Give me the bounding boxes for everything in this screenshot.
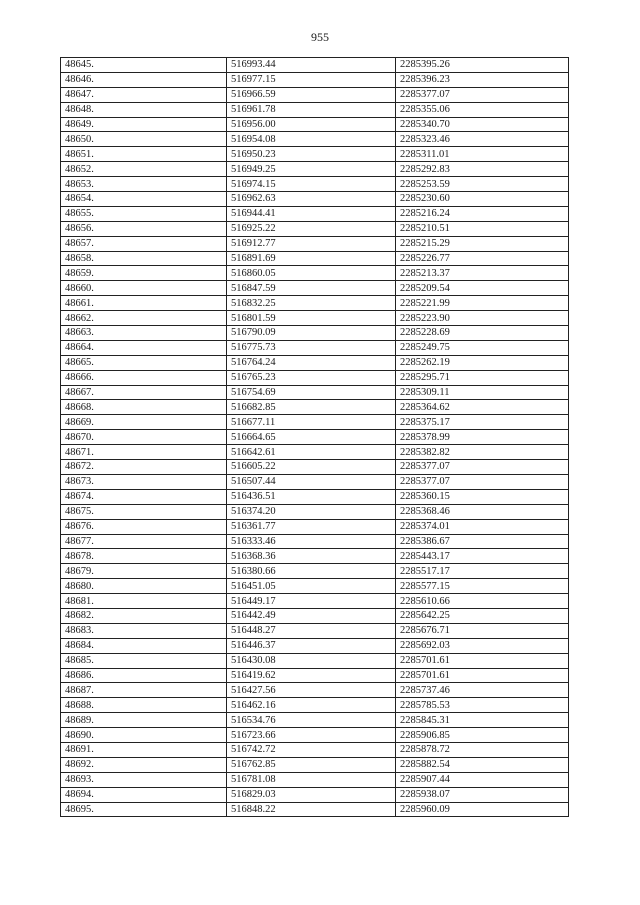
point-number-cell: 48683. <box>61 623 227 638</box>
y-coordinate-cell: 2285292.83 <box>396 162 569 177</box>
table-row <box>61 713 569 728</box>
table-row <box>61 415 569 430</box>
table-row <box>61 594 569 609</box>
point-number-cell: 48656. <box>61 221 227 236</box>
table-row <box>61 192 569 207</box>
y-coordinate-cell: 2285701.61 <box>396 653 569 668</box>
table-row <box>61 355 569 370</box>
point-number-cell: 48682. <box>61 608 227 623</box>
point-number-cell: 48674. <box>61 489 227 504</box>
table-row <box>61 58 569 73</box>
table-row <box>61 742 569 757</box>
point-number-cell: 48694. <box>61 787 227 802</box>
x-coordinate-cell: 516419.62 <box>227 668 396 683</box>
x-coordinate-cell: 516801.59 <box>227 311 396 326</box>
x-coordinate-cell: 516966.59 <box>227 87 396 102</box>
table-row <box>61 326 569 341</box>
y-coordinate-cell: 2285230.60 <box>396 192 569 207</box>
point-number-cell: 48675. <box>61 504 227 519</box>
y-coordinate-cell: 2285906.85 <box>396 728 569 743</box>
point-number-cell: 48684. <box>61 638 227 653</box>
point-number-cell: 48665. <box>61 355 227 370</box>
point-number-cell: 48652. <box>61 162 227 177</box>
x-coordinate-cell: 516677.11 <box>227 415 396 430</box>
table-row <box>61 787 569 802</box>
table-row <box>61 117 569 132</box>
x-coordinate-cell: 516912.77 <box>227 236 396 251</box>
table-row <box>61 177 569 192</box>
x-coordinate-cell: 516848.22 <box>227 802 396 817</box>
x-coordinate-cell: 516847.59 <box>227 281 396 296</box>
y-coordinate-cell: 2285642.25 <box>396 608 569 623</box>
point-number-cell: 48668. <box>61 400 227 415</box>
point-number-cell: 48695. <box>61 802 227 817</box>
point-number-cell: 48679. <box>61 564 227 579</box>
y-coordinate-cell: 2285692.03 <box>396 638 569 653</box>
point-number-cell: 48672. <box>61 460 227 475</box>
x-coordinate-cell: 516781.08 <box>227 772 396 787</box>
y-coordinate-cell: 2285309.11 <box>396 385 569 400</box>
page-number: 955 <box>311 30 329 44</box>
point-number-cell: 48647. <box>61 87 227 102</box>
point-number-cell: 48655. <box>61 206 227 221</box>
x-coordinate-cell: 516860.05 <box>227 266 396 281</box>
x-coordinate-cell: 516961.78 <box>227 102 396 117</box>
y-coordinate-cell: 2285737.46 <box>396 683 569 698</box>
x-coordinate-cell: 516333.46 <box>227 534 396 549</box>
point-number-cell: 48678. <box>61 549 227 564</box>
x-coordinate-cell: 516993.44 <box>227 58 396 73</box>
table-row <box>61 638 569 653</box>
point-number-cell: 48661. <box>61 296 227 311</box>
table-row <box>61 608 569 623</box>
x-coordinate-cell: 516430.08 <box>227 653 396 668</box>
point-number-cell: 48686. <box>61 668 227 683</box>
y-coordinate-cell: 2285374.01 <box>396 519 569 534</box>
table-row <box>61 102 569 117</box>
point-number-cell: 48651. <box>61 147 227 162</box>
point-number-cell: 48689. <box>61 713 227 728</box>
point-number-cell: 48687. <box>61 683 227 698</box>
x-coordinate-cell: 516446.37 <box>227 638 396 653</box>
point-number-cell: 48670. <box>61 430 227 445</box>
y-coordinate-cell: 2285386.67 <box>396 534 569 549</box>
table-row <box>61 772 569 787</box>
x-coordinate-cell: 516605.22 <box>227 460 396 475</box>
table-row <box>61 340 569 355</box>
point-number-cell: 48649. <box>61 117 227 132</box>
x-coordinate-cell: 516775.73 <box>227 340 396 355</box>
point-number-cell: 48667. <box>61 385 227 400</box>
y-coordinate-cell: 2285228.69 <box>396 326 569 341</box>
point-number-cell: 48645. <box>61 58 227 73</box>
coordinates-table <box>60 57 569 817</box>
table-row <box>61 653 569 668</box>
table-row <box>61 564 569 579</box>
y-coordinate-cell: 2285938.07 <box>396 787 569 802</box>
y-coordinate-cell: 2285878.72 <box>396 742 569 757</box>
table-row <box>61 623 569 638</box>
table-row <box>61 757 569 772</box>
point-number-cell: 48657. <box>61 236 227 251</box>
x-coordinate-cell: 516462.16 <box>227 698 396 713</box>
table-row <box>61 728 569 743</box>
y-coordinate-cell: 2285907.44 <box>396 772 569 787</box>
y-coordinate-cell: 2285262.19 <box>396 355 569 370</box>
x-coordinate-cell: 516436.51 <box>227 489 396 504</box>
table-row <box>61 221 569 236</box>
point-number-cell: 48671. <box>61 445 227 460</box>
y-coordinate-cell: 2285215.29 <box>396 236 569 251</box>
x-coordinate-cell: 516682.85 <box>227 400 396 415</box>
x-coordinate-cell: 516742.72 <box>227 742 396 757</box>
y-coordinate-cell: 2285213.37 <box>396 266 569 281</box>
point-number-cell: 48688. <box>61 698 227 713</box>
y-coordinate-cell: 2285378.99 <box>396 430 569 445</box>
y-coordinate-cell: 2285221.99 <box>396 296 569 311</box>
table-row <box>61 296 569 311</box>
table-row <box>61 281 569 296</box>
x-coordinate-cell: 516507.44 <box>227 474 396 489</box>
x-coordinate-cell: 516451.05 <box>227 579 396 594</box>
x-coordinate-cell: 516442.49 <box>227 608 396 623</box>
point-number-cell: 48677. <box>61 534 227 549</box>
y-coordinate-cell: 2285360.15 <box>396 489 569 504</box>
x-coordinate-cell: 516956.00 <box>227 117 396 132</box>
y-coordinate-cell: 2285377.07 <box>396 474 569 489</box>
y-coordinate-cell: 2285375.17 <box>396 415 569 430</box>
point-number-cell: 48693. <box>61 772 227 787</box>
point-number-cell: 48654. <box>61 192 227 207</box>
table-row <box>61 489 569 504</box>
point-number-cell: 48650. <box>61 132 227 147</box>
point-number-cell: 48648. <box>61 102 227 117</box>
table-row <box>61 400 569 415</box>
point-number-cell: 48676. <box>61 519 227 534</box>
x-coordinate-cell: 516950.23 <box>227 147 396 162</box>
x-coordinate-cell: 516944.41 <box>227 206 396 221</box>
point-number-cell: 48690. <box>61 728 227 743</box>
x-coordinate-cell: 516954.08 <box>227 132 396 147</box>
point-number-cell: 48658. <box>61 251 227 266</box>
point-number-cell: 48646. <box>61 72 227 87</box>
y-coordinate-cell: 2285577.15 <box>396 579 569 594</box>
x-coordinate-cell: 516962.63 <box>227 192 396 207</box>
x-coordinate-cell: 516832.25 <box>227 296 396 311</box>
point-number-cell: 48660. <box>61 281 227 296</box>
x-coordinate-cell: 516368.36 <box>227 549 396 564</box>
table-row <box>61 445 569 460</box>
x-coordinate-cell: 516449.17 <box>227 594 396 609</box>
x-coordinate-cell: 516891.69 <box>227 251 396 266</box>
x-coordinate-cell: 516534.76 <box>227 713 396 728</box>
point-number-cell: 48659. <box>61 266 227 281</box>
x-coordinate-cell: 516925.22 <box>227 221 396 236</box>
x-coordinate-cell: 516664.65 <box>227 430 396 445</box>
table-row <box>61 266 569 281</box>
y-coordinate-cell: 2285960.09 <box>396 802 569 817</box>
x-coordinate-cell: 516374.20 <box>227 504 396 519</box>
y-coordinate-cell: 2285355.06 <box>396 102 569 117</box>
y-coordinate-cell: 2285226.77 <box>396 251 569 266</box>
table-row <box>61 311 569 326</box>
y-coordinate-cell: 2285517.17 <box>396 564 569 579</box>
table-row <box>61 147 569 162</box>
y-coordinate-cell: 2285395.26 <box>396 58 569 73</box>
table-row <box>61 668 569 683</box>
y-coordinate-cell: 2285676.71 <box>396 623 569 638</box>
x-coordinate-cell: 516762.85 <box>227 757 396 772</box>
table-row <box>61 683 569 698</box>
table-row <box>61 698 569 713</box>
table-row <box>61 534 569 549</box>
x-coordinate-cell: 516448.27 <box>227 623 396 638</box>
table-row <box>61 251 569 266</box>
x-coordinate-cell: 516949.25 <box>227 162 396 177</box>
point-number-cell: 48664. <box>61 340 227 355</box>
table-row <box>61 579 569 594</box>
y-coordinate-cell: 2285364.62 <box>396 400 569 415</box>
x-coordinate-cell: 516361.77 <box>227 519 396 534</box>
y-coordinate-cell: 2285382.82 <box>396 445 569 460</box>
x-coordinate-cell: 516829.03 <box>227 787 396 802</box>
x-coordinate-cell: 516764.24 <box>227 355 396 370</box>
table-row <box>61 370 569 385</box>
x-coordinate-cell: 516380.66 <box>227 564 396 579</box>
x-coordinate-cell: 516790.09 <box>227 326 396 341</box>
table-row <box>61 72 569 87</box>
y-coordinate-cell: 2285443.17 <box>396 549 569 564</box>
y-coordinate-cell: 2285249.75 <box>396 340 569 355</box>
y-coordinate-cell: 2285701.61 <box>396 668 569 683</box>
y-coordinate-cell: 2285882.54 <box>396 757 569 772</box>
x-coordinate-cell: 516977.15 <box>227 72 396 87</box>
table-row <box>61 206 569 221</box>
x-coordinate-cell: 516754.69 <box>227 385 396 400</box>
x-coordinate-cell: 516974.15 <box>227 177 396 192</box>
y-coordinate-cell: 2285209.54 <box>396 281 569 296</box>
table-row <box>61 504 569 519</box>
point-number-cell: 48663. <box>61 326 227 341</box>
coordinates-table-body <box>61 58 569 817</box>
point-number-cell: 48685. <box>61 653 227 668</box>
point-number-cell: 48691. <box>61 742 227 757</box>
table-row <box>61 236 569 251</box>
y-coordinate-cell: 2285295.71 <box>396 370 569 385</box>
y-coordinate-cell: 2285253.59 <box>396 177 569 192</box>
x-coordinate-cell: 516723.66 <box>227 728 396 743</box>
y-coordinate-cell: 2285785.53 <box>396 698 569 713</box>
point-number-cell: 48680. <box>61 579 227 594</box>
table-row <box>61 460 569 475</box>
table-row <box>61 132 569 147</box>
y-coordinate-cell: 2285377.07 <box>396 460 569 475</box>
y-coordinate-cell: 2285210.51 <box>396 221 569 236</box>
y-coordinate-cell: 2285311.01 <box>396 147 569 162</box>
point-number-cell: 48653. <box>61 177 227 192</box>
y-coordinate-cell: 2285223.90 <box>396 311 569 326</box>
y-coordinate-cell: 2285396.23 <box>396 72 569 87</box>
table-row <box>61 430 569 445</box>
point-number-cell: 48669. <box>61 415 227 430</box>
table-row <box>61 474 569 489</box>
table-row <box>61 87 569 102</box>
y-coordinate-cell: 2285377.07 <box>396 87 569 102</box>
table-row <box>61 162 569 177</box>
y-coordinate-cell: 2285216.24 <box>396 206 569 221</box>
point-number-cell: 48692. <box>61 757 227 772</box>
y-coordinate-cell: 2285323.46 <box>396 132 569 147</box>
y-coordinate-cell: 2285368.46 <box>396 504 569 519</box>
table-row <box>61 802 569 817</box>
x-coordinate-cell: 516642.61 <box>227 445 396 460</box>
y-coordinate-cell: 2285610.66 <box>396 594 569 609</box>
table-row <box>61 519 569 534</box>
table-row <box>61 549 569 564</box>
x-coordinate-cell: 516765.23 <box>227 370 396 385</box>
table-row <box>61 385 569 400</box>
x-coordinate-cell: 516427.56 <box>227 683 396 698</box>
point-number-cell: 48662. <box>61 311 227 326</box>
point-number-cell: 48666. <box>61 370 227 385</box>
y-coordinate-cell: 2285340.70 <box>396 117 569 132</box>
y-coordinate-cell: 2285845.31 <box>396 713 569 728</box>
point-number-cell: 48673. <box>61 474 227 489</box>
point-number-cell: 48681. <box>61 594 227 609</box>
